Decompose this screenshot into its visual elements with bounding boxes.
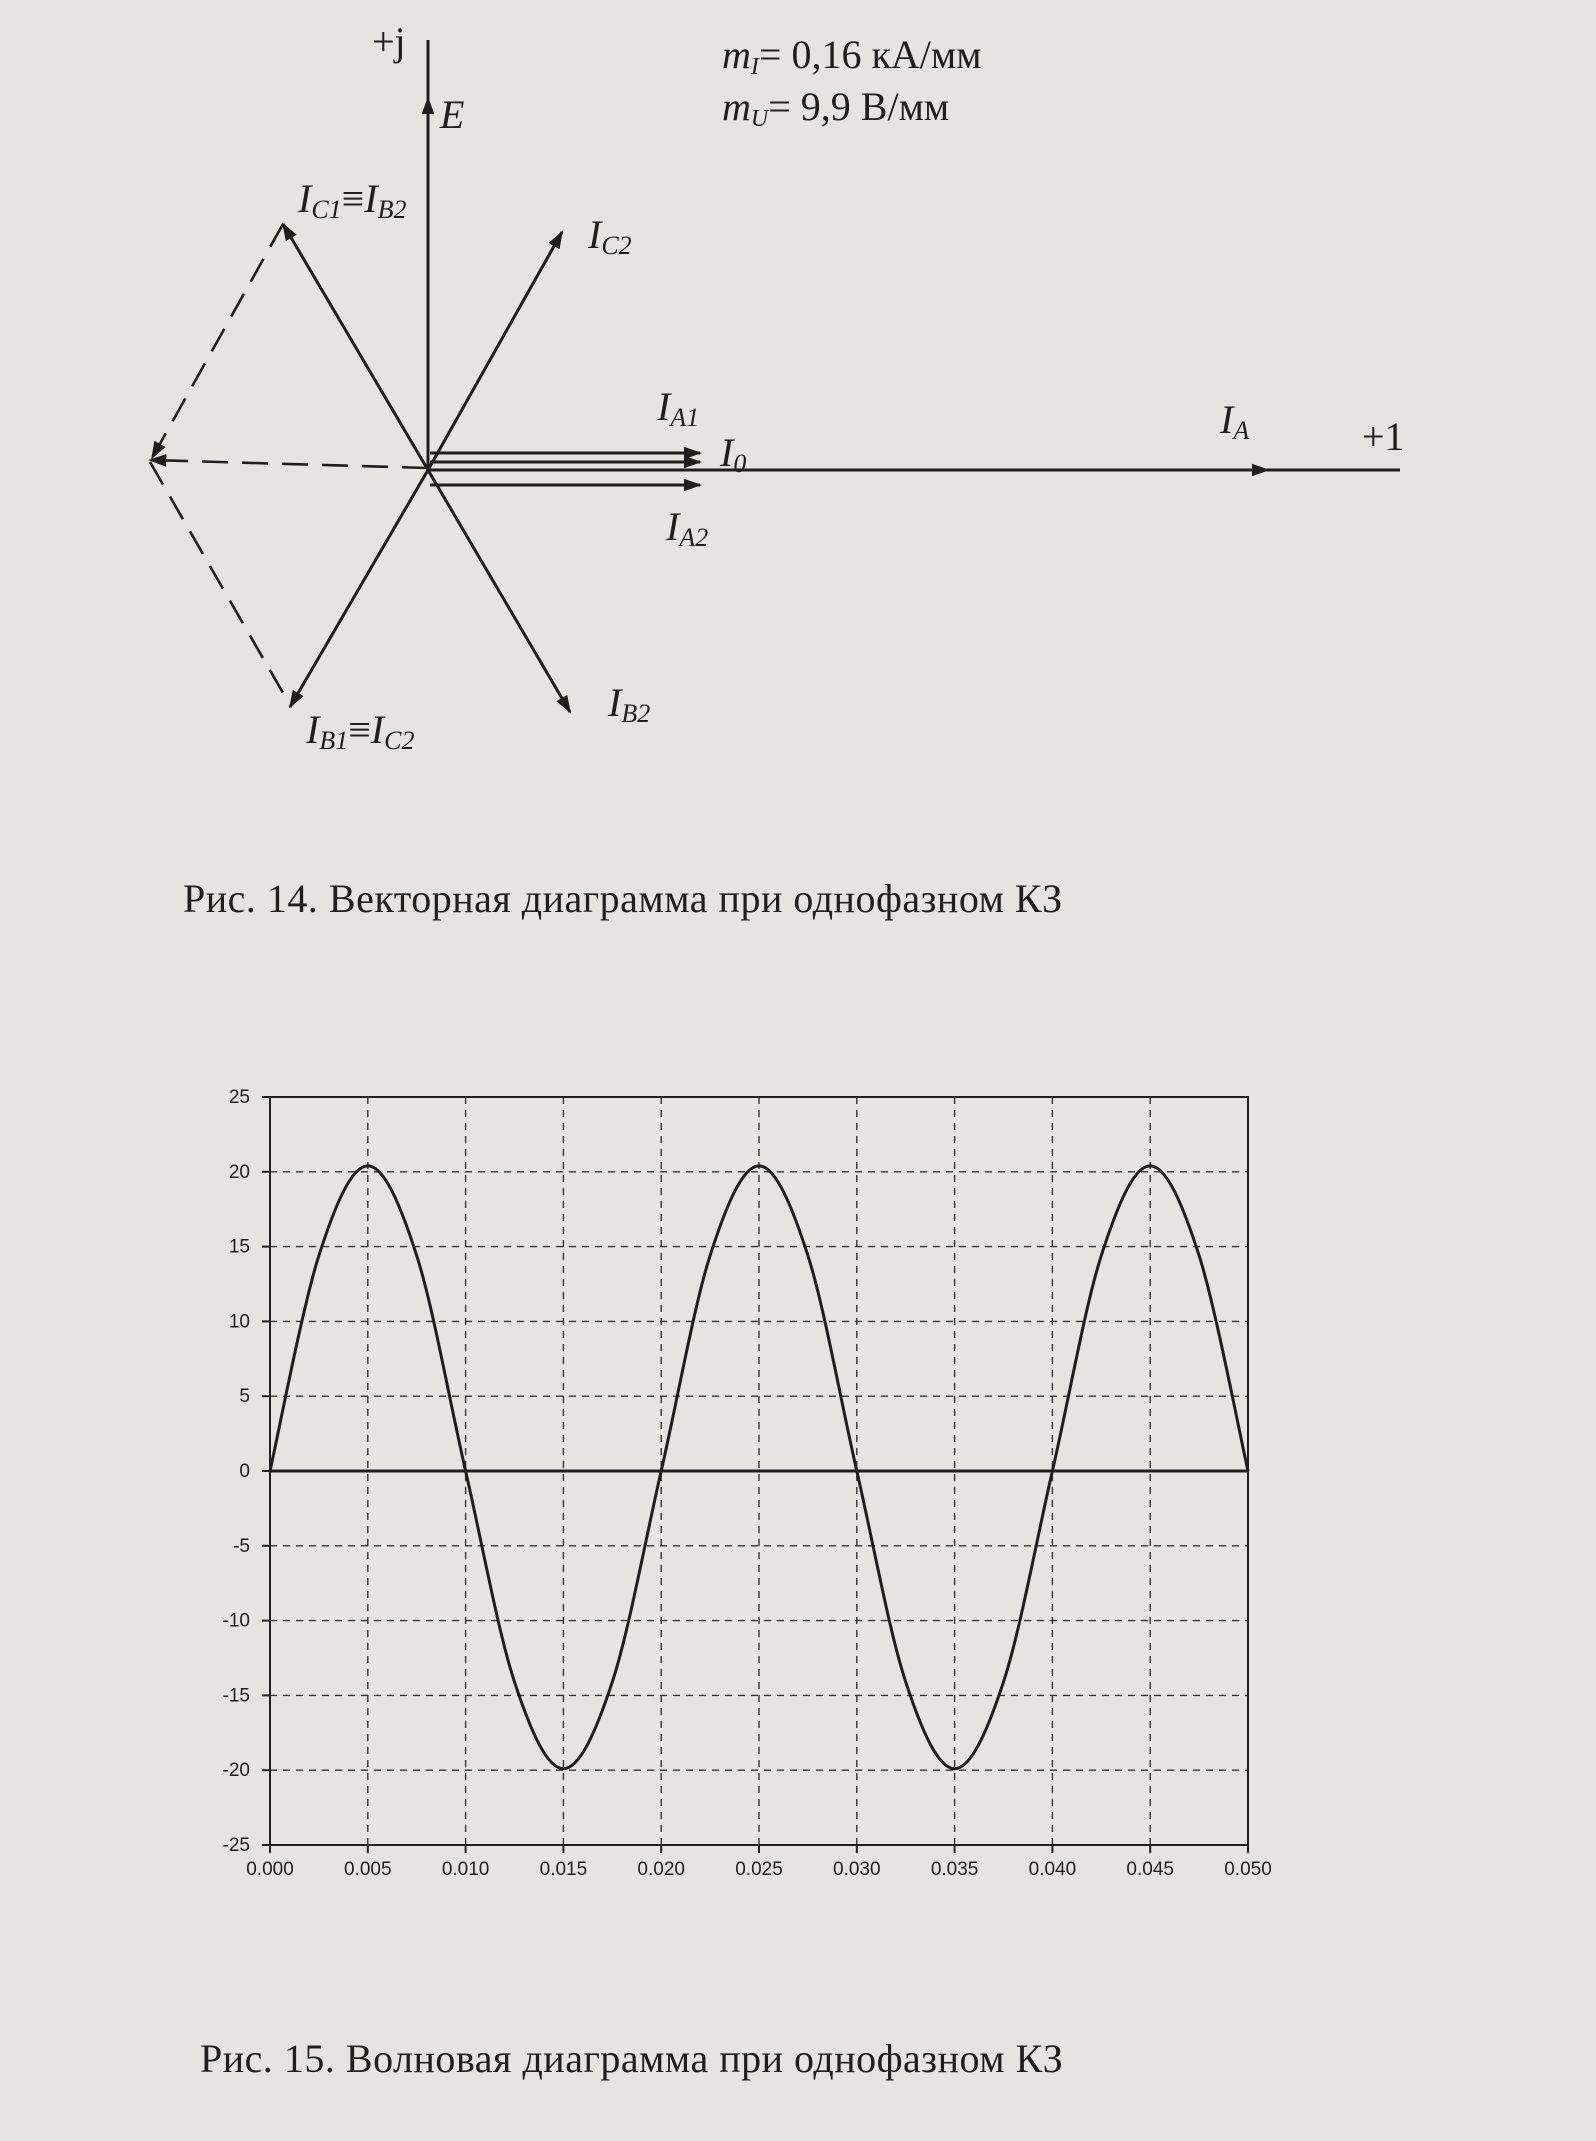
x-tick-label: 0.030 <box>833 1859 881 1880</box>
figure-14-caption: Рис. 14. Векторная диаграмма при однофазном КЗ <box>183 876 1063 921</box>
x-tick-label: 0.000 <box>246 1859 294 1880</box>
x-tick-label: 0.010 <box>441 1859 490 1880</box>
vector-ic2 <box>428 232 562 470</box>
x-tick-label: 0.020 <box>637 1859 685 1880</box>
dashed-sum-vector <box>150 460 428 468</box>
x-tick-label: 0.015 <box>539 1859 588 1880</box>
y-tick-label: 25 <box>228 1087 250 1108</box>
y-tick-label: 10 <box>228 1311 250 1333</box>
scale-voltage: mU= 9,9 В/мм <box>722 84 950 132</box>
x-tick-label: 0.040 <box>1028 1859 1077 1880</box>
x-tick-label: 0.050 <box>1224 1859 1272 1880</box>
y-tick-label: -5 <box>233 1535 250 1557</box>
x-tick-label: 0.005 <box>344 1859 392 1880</box>
vector-ib2 <box>428 470 570 712</box>
label-ib1-ic2: IB1≡IC2 <box>306 707 415 755</box>
y-tick-label: -10 <box>222 1610 250 1632</box>
y-tick-label: 15 <box>228 1236 250 1258</box>
x-tick-label: 0.035 <box>930 1859 979 1880</box>
label-ib2: IB2 <box>608 680 651 728</box>
vector-ic1 <box>283 224 428 470</box>
real-axis-label: +1 <box>1362 414 1405 459</box>
y-tick-label: -15 <box>222 1685 250 1707</box>
y-tick-label: 20 <box>228 1161 250 1183</box>
label-ic1-ib2: IC1≡IB2 <box>298 176 407 224</box>
label-ia2: IA2 <box>666 504 709 552</box>
y-tick-label: -25 <box>222 1835 250 1856</box>
x-tick-label: 0.045 <box>1126 1859 1174 1880</box>
figure-15-caption: Рис. 15. Волновая диаграмма при однофазном КЗ <box>200 2036 1064 2081</box>
dashed-line-upper <box>152 224 283 458</box>
scale-current: mI= 0,16 кА/мм <box>722 32 982 80</box>
vector-diagram <box>0 0 1596 860</box>
label-i0: I0 <box>720 430 747 478</box>
y-tick-label: 5 <box>239 1386 250 1408</box>
x-tick-label: 0.025 <box>735 1859 783 1880</box>
dashed-line-lower <box>150 462 290 705</box>
label-e: E <box>440 92 465 137</box>
y-tick-label: -20 <box>222 1760 250 1782</box>
label-ic2: IC2 <box>588 212 632 260</box>
vector-ib1 <box>290 470 428 707</box>
imag-axis-label: +j <box>372 19 406 64</box>
label-ia: IA <box>1220 397 1250 445</box>
y-tick-label: 0 <box>239 1461 250 1482</box>
label-ia1: IA1 <box>657 384 700 432</box>
wave-chart <box>0 1000 1596 2000</box>
